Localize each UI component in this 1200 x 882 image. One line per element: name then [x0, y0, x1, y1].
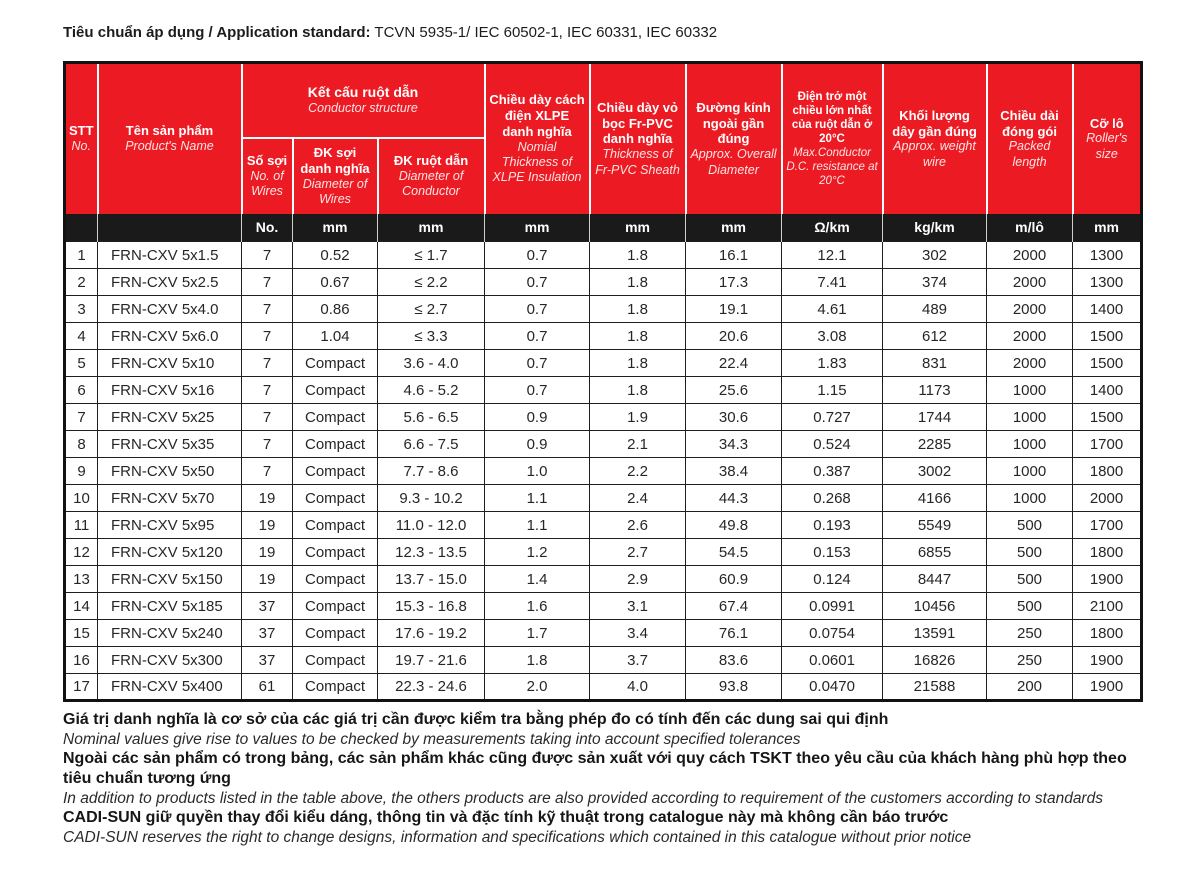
- data-cell: 500: [987, 512, 1073, 539]
- data-cell: 3.4: [590, 620, 686, 647]
- table-row: [65, 242, 1142, 269]
- header-xlpe-vi: Chiều dày cách điện XLPE danh nghĩa: [489, 92, 585, 139]
- header-diameter-en: Approx. Overall Diameter: [690, 147, 777, 177]
- data-cell: 21588: [883, 674, 987, 701]
- header-conductor-group-en: Conductor structure: [308, 101, 418, 116]
- footnotes: [63, 710, 1148, 847]
- data-cell: 67.4: [686, 593, 782, 620]
- product-name-cell: FRN-CXV 5x35: [98, 431, 242, 458]
- product-name-cell: FRN-CXV 5x95: [98, 512, 242, 539]
- header-no-of-wires: [242, 138, 293, 214]
- data-cell: 19.7 - 21.6: [378, 647, 485, 674]
- data-cell: 19: [242, 539, 293, 566]
- header-dc-resistance: [782, 63, 883, 214]
- header-wire-dia-en: Diameter of Wires: [302, 176, 368, 206]
- data-cell: 4.6 - 5.2: [378, 377, 485, 404]
- data-cell: 8: [65, 431, 98, 458]
- data-cell: 61: [242, 674, 293, 701]
- data-cell: 1.8: [590, 242, 686, 269]
- data-cell: Compact: [293, 512, 378, 539]
- data-cell: 1500: [1073, 404, 1142, 431]
- data-cell: Compact: [293, 485, 378, 512]
- data-cell: 7: [242, 350, 293, 377]
- header-stt: [65, 63, 98, 214]
- data-cell: 4166: [883, 485, 987, 512]
- data-cell: 5549: [883, 512, 987, 539]
- data-cell: 37: [242, 620, 293, 647]
- data-cell: 1000: [987, 404, 1073, 431]
- product-name-cell: FRN-CXV 5x240: [98, 620, 242, 647]
- data-cell: 9: [65, 458, 98, 485]
- data-cell: 1.1: [485, 485, 590, 512]
- data-cell: 2.1: [590, 431, 686, 458]
- data-cell: 0.9: [485, 431, 590, 458]
- data-cell: 12: [65, 539, 98, 566]
- data-cell: 2.7: [590, 539, 686, 566]
- data-cell: ≤ 2.7: [378, 296, 485, 323]
- header-xlpe-thickness: [485, 63, 590, 214]
- data-cell: 0.0601: [782, 647, 883, 674]
- header-conductor-structure-group: [242, 63, 485, 138]
- header-product-name: [98, 63, 242, 214]
- data-cell: 0.67: [293, 269, 378, 296]
- header-roller-size: [1073, 63, 1142, 214]
- table-row: [65, 485, 1142, 512]
- data-cell: 54.5: [686, 539, 782, 566]
- data-cell: 0.0754: [782, 620, 883, 647]
- product-name-cell: FRN-CXV 5x10: [98, 350, 242, 377]
- data-cell: 1.1: [485, 512, 590, 539]
- data-cell: 17.6 - 19.2: [378, 620, 485, 647]
- data-cell: 49.8: [686, 512, 782, 539]
- data-cell: 374: [883, 269, 987, 296]
- data-cell: Compact: [293, 566, 378, 593]
- data-cell: 5.6 - 6.5: [378, 404, 485, 431]
- header-packed-length-en: Packed length: [1008, 139, 1051, 169]
- table-row: [65, 647, 1142, 674]
- data-cell: Compact: [293, 431, 378, 458]
- data-cell: 1744: [883, 404, 987, 431]
- unit-roller: mm: [1073, 214, 1142, 242]
- data-cell: 1000: [987, 458, 1073, 485]
- unit-resistance: Ω/km: [782, 214, 883, 242]
- data-cell: 1.8: [485, 647, 590, 674]
- data-cell: 15.3 - 16.8: [378, 593, 485, 620]
- header-conductor-group-vi: Kết cấu ruột dẫn: [307, 84, 419, 101]
- data-cell: 0.7: [485, 296, 590, 323]
- data-cell: 0.7: [485, 323, 590, 350]
- data-cell: 500: [987, 593, 1073, 620]
- data-cell: 1800: [1073, 539, 1142, 566]
- standard-value: TCVN 5935-1/ IEC 60502-1, IEC 60331, IEC 60332: [370, 24, 718, 41]
- data-cell: 500: [987, 539, 1073, 566]
- data-cell: 1800: [1073, 620, 1142, 647]
- data-cell: 1.83: [782, 350, 883, 377]
- table-row: [65, 539, 1142, 566]
- data-cell: 1173: [883, 377, 987, 404]
- data-cell: 1.7: [485, 620, 590, 647]
- data-cell: 7: [242, 323, 293, 350]
- data-cell: 1.2: [485, 539, 590, 566]
- units-row: [65, 214, 1142, 242]
- header-sheath-en: Thickness of Fr-PVC Sheath: [595, 147, 680, 177]
- data-cell: 76.1: [686, 620, 782, 647]
- table-row: [65, 674, 1142, 701]
- data-cell: 3.6 - 4.0: [378, 350, 485, 377]
- data-cell: 1.8: [590, 269, 686, 296]
- data-cell: 2: [65, 269, 98, 296]
- data-cell: 19.1: [686, 296, 782, 323]
- data-cell: 9.3 - 10.2: [378, 485, 485, 512]
- header-conductor-dia-en: Diameter of Conductor: [398, 168, 464, 198]
- header-product-vi: Tên sản phẩm: [125, 123, 214, 139]
- data-cell: 25.6: [686, 377, 782, 404]
- header-wire-diameter: [293, 138, 378, 214]
- header-stt-en: No.: [71, 139, 91, 154]
- table-row: [65, 377, 1142, 404]
- data-cell: 1.8: [590, 350, 686, 377]
- data-cell: 1300: [1073, 269, 1142, 296]
- product-name-cell: FRN-CXV 5x6.0: [98, 323, 242, 350]
- data-cell: 2.2: [590, 458, 686, 485]
- data-cell: 2.0: [485, 674, 590, 701]
- header-packed-length: [987, 63, 1073, 214]
- data-cell: 17.3: [686, 269, 782, 296]
- data-cell: 2.9: [590, 566, 686, 593]
- product-name-cell: FRN-CXV 5x2.5: [98, 269, 242, 296]
- data-cell: 1.04: [293, 323, 378, 350]
- data-cell: 0.727: [782, 404, 883, 431]
- note-tolerances-en: Nominal values give rise to values to be checked by measurements taking into account specified tolerances: [63, 730, 801, 748]
- data-cell: 19: [242, 566, 293, 593]
- data-cell: 16: [65, 647, 98, 674]
- data-cell: 30.6: [686, 404, 782, 431]
- data-cell: 0.7: [485, 269, 590, 296]
- data-cell: 1900: [1073, 647, 1142, 674]
- application-standard-line: [63, 24, 1200, 41]
- product-name-cell: FRN-CXV 5x4.0: [98, 296, 242, 323]
- data-cell: 1.15: [782, 377, 883, 404]
- data-cell: 37: [242, 593, 293, 620]
- data-cell: 1000: [987, 431, 1073, 458]
- data-cell: Compact: [293, 350, 378, 377]
- product-name-cell: FRN-CXV 5x16: [98, 377, 242, 404]
- product-name-cell: FRN-CXV 5x185: [98, 593, 242, 620]
- data-cell: 7: [242, 296, 293, 323]
- data-cell: 0.0470: [782, 674, 883, 701]
- unit-sheath: mm: [590, 214, 686, 242]
- header-resistance-vi: Điện trở một chiều lớn nhất của ruột dẫn ở 20°C: [791, 90, 873, 145]
- header-weight: [883, 63, 987, 214]
- unit-wires: No.: [242, 214, 293, 242]
- data-cell: 1800: [1073, 458, 1142, 485]
- data-cell: 6855: [883, 539, 987, 566]
- data-cell: 37: [242, 647, 293, 674]
- data-cell: 7: [242, 242, 293, 269]
- data-cell: 4.61: [782, 296, 883, 323]
- data-cell: 1500: [1073, 323, 1142, 350]
- header-packed-length-vi: Chiều dài đóng gói: [1000, 107, 1059, 139]
- header-resistance-en: Max.Conductor D.C. resistance at 20°C: [786, 146, 878, 187]
- data-cell: 1700: [1073, 512, 1142, 539]
- header-weight-vi: Khối lượng dây gần đúng: [892, 107, 977, 139]
- data-cell: 3.08: [782, 323, 883, 350]
- data-cell: 1.9: [590, 404, 686, 431]
- product-name-cell: FRN-CXV 5x150: [98, 566, 242, 593]
- table-row: [65, 593, 1142, 620]
- data-cell: 1.8: [590, 323, 686, 350]
- data-cell: Compact: [293, 593, 378, 620]
- data-cell: 0.9: [485, 404, 590, 431]
- data-cell: 0.193: [782, 512, 883, 539]
- data-cell: ≤ 1.7: [378, 242, 485, 269]
- data-cell: 1700: [1073, 431, 1142, 458]
- header-weight-en: Approx. weight wire: [893, 139, 976, 169]
- data-cell: 2000: [987, 350, 1073, 377]
- data-cell: 6: [65, 377, 98, 404]
- data-cell: 2000: [987, 269, 1073, 296]
- data-cell: Compact: [293, 674, 378, 701]
- data-cell: 7: [242, 269, 293, 296]
- data-cell: 10: [65, 485, 98, 512]
- data-cell: 1400: [1073, 377, 1142, 404]
- header-xlpe-en: Nomial Thickness of XLPE Insulation: [492, 139, 582, 185]
- table-body: [65, 242, 1142, 701]
- data-cell: Compact: [293, 620, 378, 647]
- data-cell: 1.0: [485, 458, 590, 485]
- product-name-cell: FRN-CXV 5x50: [98, 458, 242, 485]
- data-cell: 8447: [883, 566, 987, 593]
- units-empty-cell: [65, 214, 98, 242]
- data-cell: 13.7 - 15.0: [378, 566, 485, 593]
- data-cell: 22.3 - 24.6: [378, 674, 485, 701]
- data-cell: 1000: [987, 485, 1073, 512]
- data-cell: 1.6: [485, 593, 590, 620]
- data-cell: 4: [65, 323, 98, 350]
- data-cell: 15: [65, 620, 98, 647]
- header-diameter-vi: Đường kính ngoài gần đúng: [696, 99, 771, 147]
- note-rights-vi: CADI-SUN giữ quyền thay đổi kiểu dáng, thông tin và đặc tính kỹ thuật trong catalogue này mà không cần báo trước: [63, 808, 949, 826]
- data-cell: 0.52: [293, 242, 378, 269]
- data-cell: 5: [65, 350, 98, 377]
- product-name-cell: FRN-CXV 5x120: [98, 539, 242, 566]
- unit-weight: kg/km: [883, 214, 987, 242]
- data-cell: 1500: [1073, 350, 1142, 377]
- product-name-cell: FRN-CXV 5x70: [98, 485, 242, 512]
- note-custom-products-vi: Ngoài các sản phẩm có trong bảng, các sản phẩm khác cũng được sản xuất với quy cách TSKT theo yêu cầu của khách hàng phù hợp theo tiêu chuẩn tương ứng: [63, 750, 1127, 787]
- unit-diameter: mm: [686, 214, 782, 242]
- header-conductor-dia-vi: ĐK ruột dẫn: [393, 152, 469, 168]
- data-cell: 0.7: [485, 377, 590, 404]
- data-cell: 22.4: [686, 350, 782, 377]
- header-sheath-thickness: [590, 63, 686, 214]
- data-cell: Compact: [293, 377, 378, 404]
- data-cell: 2000: [987, 296, 1073, 323]
- data-cell: 1300: [1073, 242, 1142, 269]
- data-cell: 1900: [1073, 566, 1142, 593]
- data-cell: 0.524: [782, 431, 883, 458]
- data-cell: 2285: [883, 431, 987, 458]
- table-header: [65, 63, 1142, 242]
- data-cell: 11: [65, 512, 98, 539]
- data-cell: ≤ 3.3: [378, 323, 485, 350]
- data-cell: 2.4: [590, 485, 686, 512]
- table-row: [65, 431, 1142, 458]
- data-cell: 83.6: [686, 647, 782, 674]
- header-wire-dia-vi: ĐK sợi danh nghĩa: [300, 144, 370, 176]
- data-cell: Compact: [293, 539, 378, 566]
- data-cell: 3.1: [590, 593, 686, 620]
- data-cell: 11.0 - 12.0: [378, 512, 485, 539]
- product-name-cell: FRN-CXV 5x1.5: [98, 242, 242, 269]
- header-roller-vi: Cỡ lô: [1089, 115, 1124, 131]
- table-row: [65, 269, 1142, 296]
- note-rights-en: CADI-SUN reserves the right to change designs, information and specifications which contained in this catalogue without prior notice: [63, 828, 972, 846]
- unit-conductor-diameter: mm: [378, 214, 485, 242]
- data-cell: 2000: [987, 242, 1073, 269]
- data-cell: 6.6 - 7.5: [378, 431, 485, 458]
- data-cell: 3: [65, 296, 98, 323]
- data-cell: 12.3 - 13.5: [378, 539, 485, 566]
- product-spec-table: [63, 61, 1143, 702]
- table-row: [65, 404, 1142, 431]
- data-cell: 4.0: [590, 674, 686, 701]
- data-cell: 7: [242, 458, 293, 485]
- data-cell: 1900: [1073, 674, 1142, 701]
- note-tolerances-vi: Giá trị danh nghĩa là cơ sở của các giá trị cần được kiểm tra bằng phép đo có tính đến các dung sai qui định: [63, 711, 889, 728]
- data-cell: 1.8: [590, 296, 686, 323]
- data-cell: 12.1: [782, 242, 883, 269]
- table-row: [65, 566, 1142, 593]
- data-cell: 17: [65, 674, 98, 701]
- table-row: [65, 620, 1142, 647]
- data-cell: 0.124: [782, 566, 883, 593]
- header-wires-vi: Số sợi: [246, 152, 288, 168]
- unit-length: m/lô: [987, 214, 1073, 242]
- data-cell: Compact: [293, 647, 378, 674]
- table-row: [65, 296, 1142, 323]
- data-cell: 612: [883, 323, 987, 350]
- data-cell: 0.387: [782, 458, 883, 485]
- data-cell: 7: [65, 404, 98, 431]
- data-cell: 14: [65, 593, 98, 620]
- data-cell: 1400: [1073, 296, 1142, 323]
- data-cell: ≤ 2.2: [378, 269, 485, 296]
- data-cell: 7: [242, 404, 293, 431]
- data-cell: 7.41: [782, 269, 883, 296]
- data-cell: 34.3: [686, 431, 782, 458]
- header-roller-en: Roller's size: [1086, 131, 1128, 161]
- data-cell: 250: [987, 647, 1073, 674]
- table-row: [65, 458, 1142, 485]
- data-cell: 19: [242, 485, 293, 512]
- units-empty-cell: [98, 214, 242, 242]
- standard-label: Tiêu chuẩn áp dụng / Application standard:: [63, 24, 371, 41]
- data-cell: 2000: [987, 323, 1073, 350]
- data-cell: 7.7 - 8.6: [378, 458, 485, 485]
- product-name-cell: FRN-CXV 5x25: [98, 404, 242, 431]
- data-cell: 0.268: [782, 485, 883, 512]
- data-cell: 0.7: [485, 242, 590, 269]
- data-cell: 2100: [1073, 593, 1142, 620]
- data-cell: 2000: [1073, 485, 1142, 512]
- header-product-en: Product's Name: [125, 139, 214, 154]
- data-cell: 3.7: [590, 647, 686, 674]
- data-cell: 16826: [883, 647, 987, 674]
- table-row: [65, 323, 1142, 350]
- header-stt-vi: STT: [69, 123, 94, 139]
- unit-xlpe: mm: [485, 214, 590, 242]
- data-cell: 13: [65, 566, 98, 593]
- data-cell: 10456: [883, 593, 987, 620]
- header-sheath-vi: Chiều dày vỏ bọc Fr-PVC danh nghĩa: [597, 99, 678, 147]
- header-wires-en: No. of Wires: [250, 168, 284, 198]
- data-cell: 38.4: [686, 458, 782, 485]
- data-cell: 7: [242, 431, 293, 458]
- data-cell: 0.86: [293, 296, 378, 323]
- data-cell: Compact: [293, 458, 378, 485]
- header-overall-diameter: [686, 63, 782, 214]
- data-cell: 489: [883, 296, 987, 323]
- data-cell: 200: [987, 674, 1073, 701]
- data-cell: 302: [883, 242, 987, 269]
- data-cell: 0.153: [782, 539, 883, 566]
- data-cell: 19: [242, 512, 293, 539]
- data-cell: 93.8: [686, 674, 782, 701]
- data-cell: 2.6: [590, 512, 686, 539]
- data-cell: 7: [242, 377, 293, 404]
- note-custom-products-en: In addition to products listed in the table above, the others products are also provided according to requirement of the customers according to standards: [63, 789, 1103, 807]
- data-cell: 1000: [987, 377, 1073, 404]
- data-cell: 16.1: [686, 242, 782, 269]
- data-cell: Compact: [293, 404, 378, 431]
- data-cell: 250: [987, 620, 1073, 647]
- data-cell: 13591: [883, 620, 987, 647]
- data-cell: 20.6: [686, 323, 782, 350]
- table-row: [65, 512, 1142, 539]
- data-cell: 500: [987, 566, 1073, 593]
- data-cell: 3002: [883, 458, 987, 485]
- product-name-cell: FRN-CXV 5x400: [98, 674, 242, 701]
- data-cell: 1.4: [485, 566, 590, 593]
- header-conductor-diameter: [378, 138, 485, 214]
- unit-wire-diameter: mm: [293, 214, 378, 242]
- data-cell: 60.9: [686, 566, 782, 593]
- product-name-cell: FRN-CXV 5x300: [98, 647, 242, 674]
- data-cell: 1.8: [590, 377, 686, 404]
- data-cell: 0.0991: [782, 593, 883, 620]
- data-cell: 0.7: [485, 350, 590, 377]
- data-cell: 831: [883, 350, 987, 377]
- table-row: [65, 350, 1142, 377]
- data-cell: 44.3: [686, 485, 782, 512]
- data-cell: 1: [65, 242, 98, 269]
